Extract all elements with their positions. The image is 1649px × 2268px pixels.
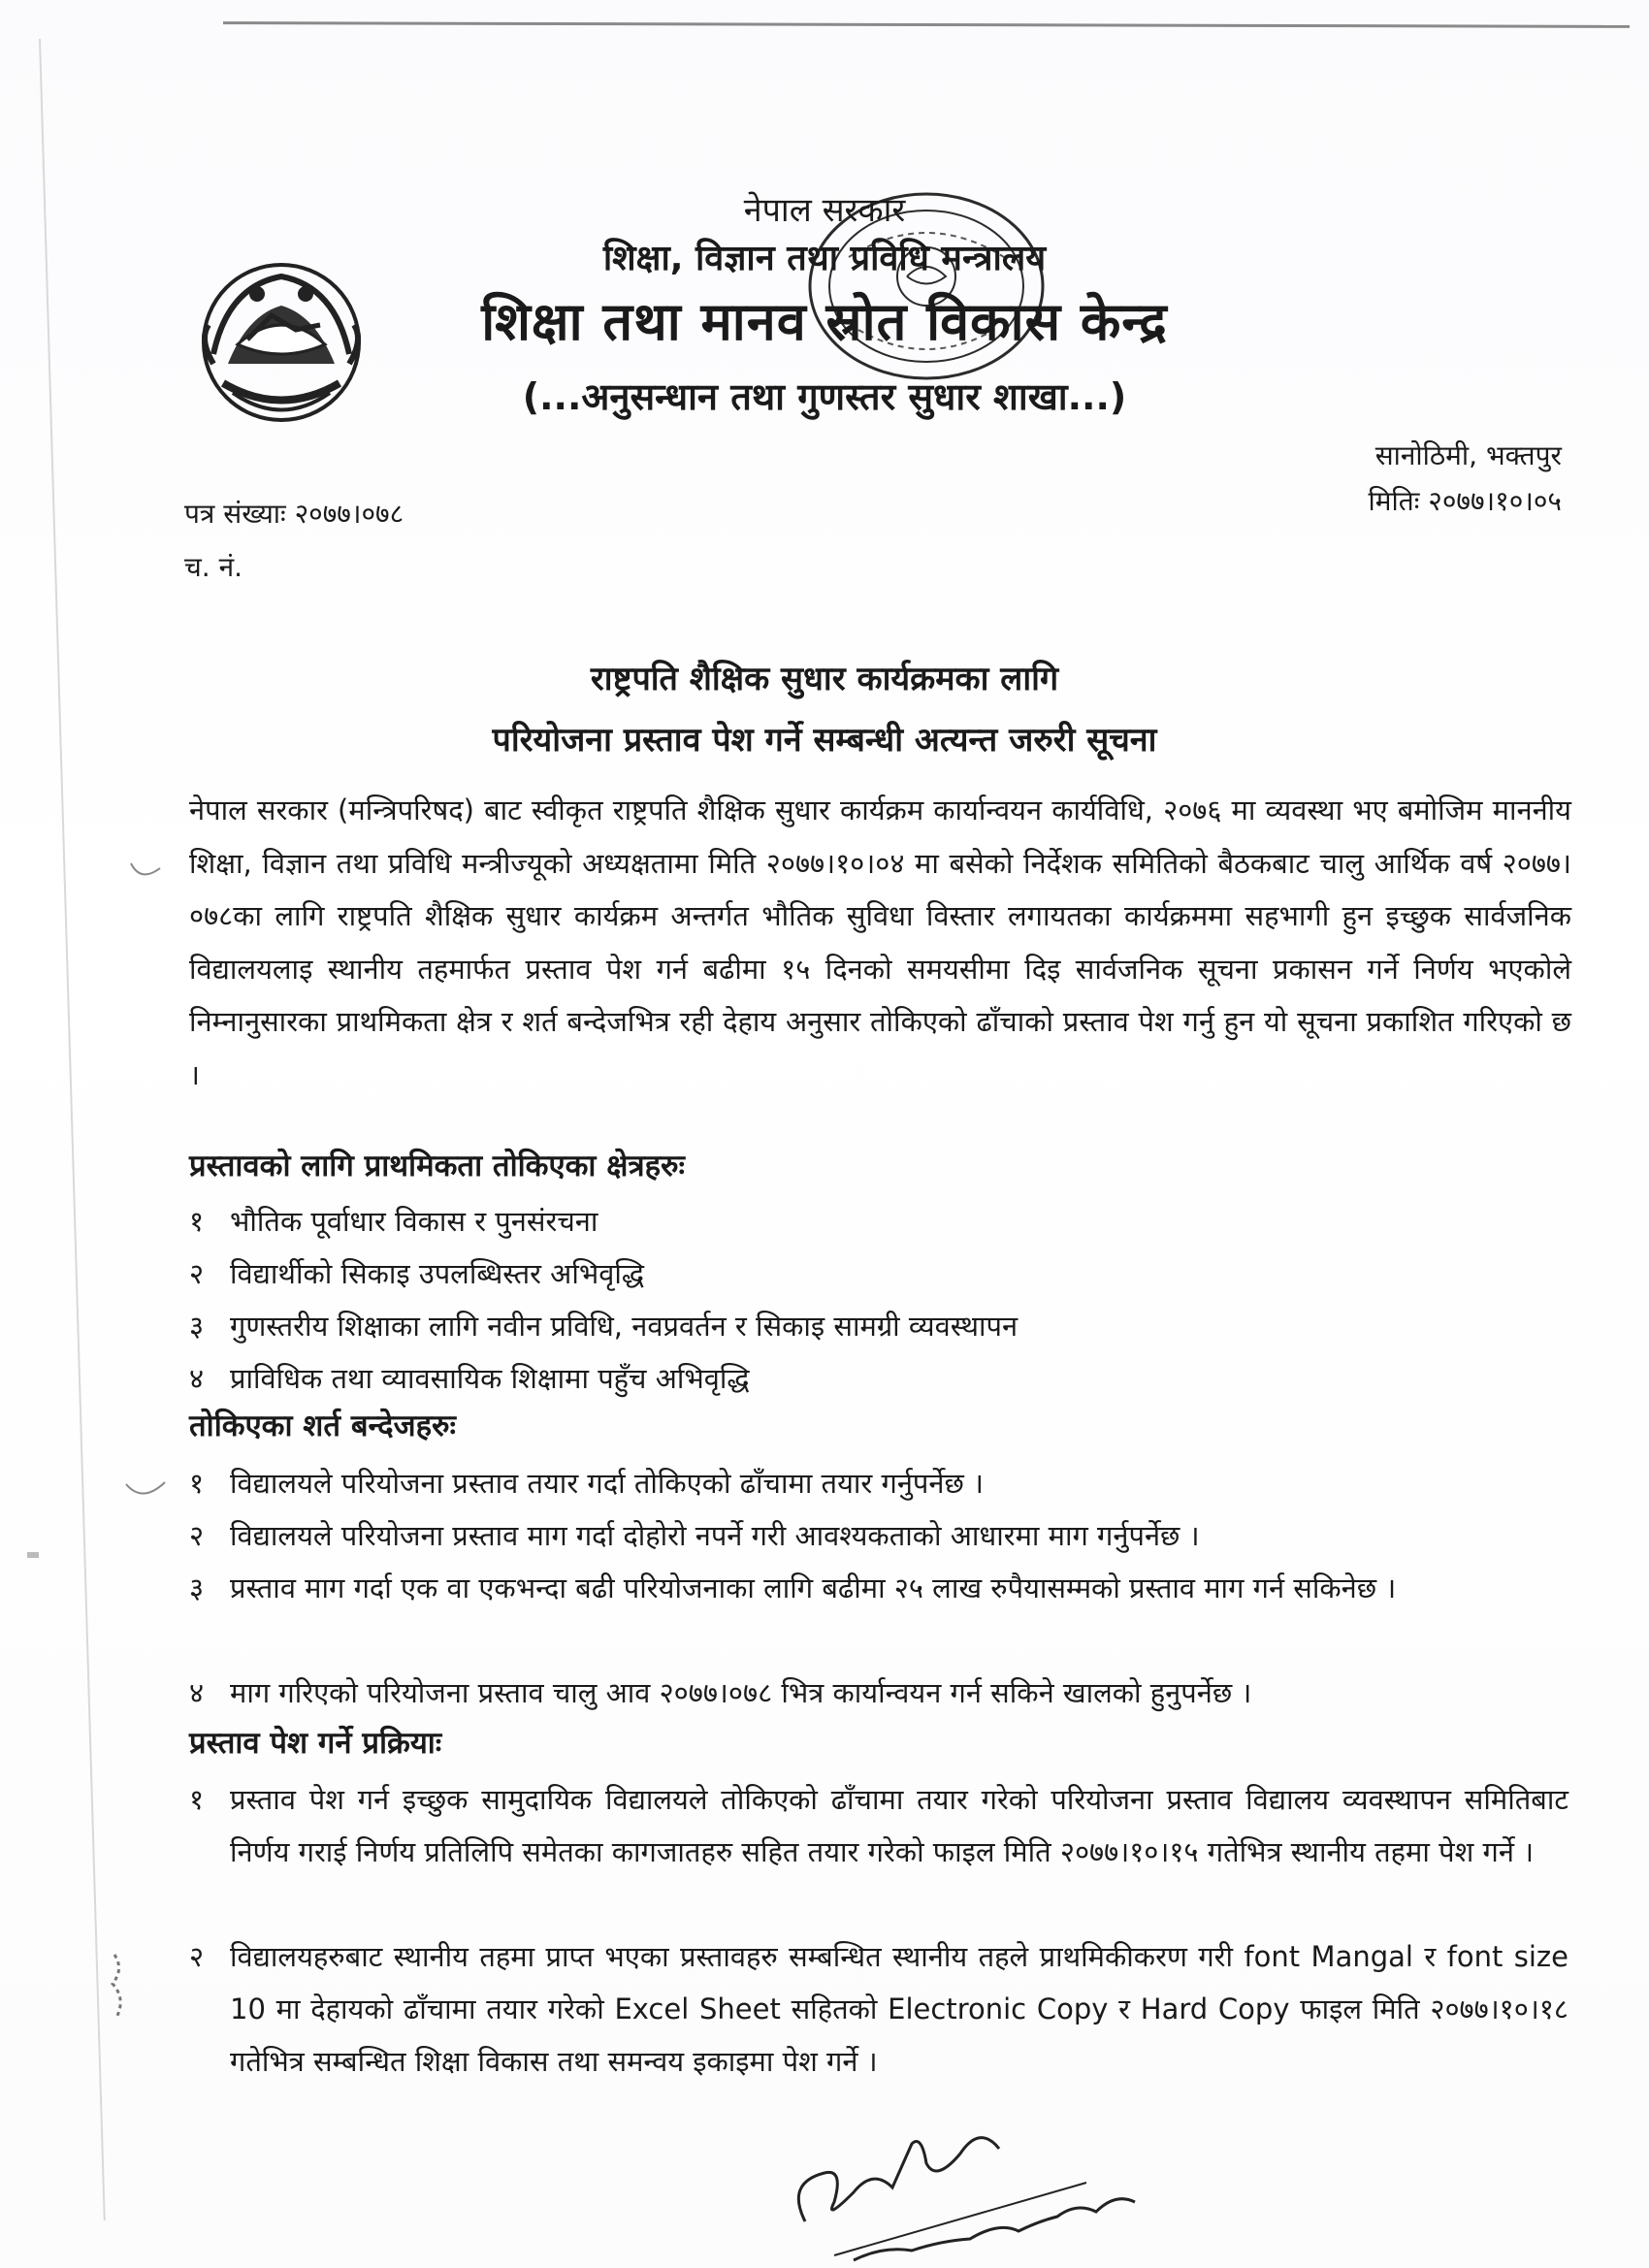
- scan-edge-left: [39, 39, 106, 2220]
- process-heading: प्रस्ताव पेश गर्ने प्रक्रियाः: [189, 1726, 442, 1761]
- list-item-number: २: [189, 1257, 205, 1290]
- handwritten-signature-icon: [766, 2076, 1174, 2268]
- list-item: [189, 1352, 1571, 1405]
- list-item: [189, 1667, 1571, 1719]
- conditions-heading: तोकिएका शर्त बन्देजहरुः: [189, 1409, 456, 1443]
- list-item-number: ४: [189, 1362, 205, 1395]
- list-item: [189, 1562, 1571, 1614]
- scan-speck: [27, 1552, 39, 1558]
- list-item-text: प्रस्ताव पेश गर्न इच्छुक सामुदायिक विद्यालयले तोकिएको ढाँचामा तयार गरेको परियोजना प्रस्ताव विद्यालय व्यवस्थापन समितिबाट निर्णय गराई निर्णय प्रतिलिपि समेतका कागजातहरु सहित तयार गरेको फाइल मिति २०७७।१०।१५ गतेभित्र स्थानीय तहमा पेश गर्ने ।: [230, 1783, 1568, 1868]
- list-item: [189, 1457, 1571, 1509]
- list-item: [189, 1300, 1571, 1352]
- list-item-number: १: [189, 1783, 205, 1816]
- header-government: नेपाल सरकार: [743, 191, 906, 230]
- header-office: शिक्षा तथा मानव स्रोत विकास केन्द्र: [481, 291, 1168, 352]
- notice-title-line2: परियोजना प्रस्ताव पेश गर्ने सम्बन्धी अत्यन्त जरुरी सूचना: [492, 721, 1157, 760]
- letter-date: मितिः २०७७।१०।०५: [1368, 485, 1562, 517]
- notice-body: नेपाल सरकार (मन्त्रिपरिषद) बाट स्वीकृत राष्ट्रपति शैक्षिक सुधार कार्यक्रम कार्यान्वयन कार्यविधि, २०७६ मा व्यवस्था भए बमोजिम माननीय शिक्षा, विज्ञान तथा प्रविधि मन्त्रीज्यूको अध्यक्षतामा मिति २०७७।१०।०४ मा बसेको निर्देशक समितिको बैठकबाट चालु आर्थिक वर्ष २०७७।०७८का लागि राष्ट्रपति शैक्षिक सुधार कार्यक्रम अन्तर्गत भौतिक सुविधा विस्तार लगायतका कार्यक्रममा सहभागी हुन इच्छुक सार्वजनिक विद्यालयलाइ स्थानीय तहमार्फत प्रस्ताव पेश गर्न बढीमा १५ दिनको समयसीमा दिइ सार्वजनिक सूचना प्रकासन गर्ने निर्णय भएकोले निम्नानुसारका प्राथमिकता क्षेत्र र शर्त बन्देजभित्र रही देहाय अनुसार तोकिएको ढाँचाको प्रस्ताव पेश गर्नु हुन यो सूचना प्रकाशित गरिएको छ ।: [189, 794, 1571, 1091]
- list-item-number: ४: [189, 1676, 205, 1709]
- list-item: [189, 1773, 1571, 1878]
- office-location: सानोठिमी, भक्तपुर: [1374, 439, 1562, 471]
- pen-tick-mark-icon: [121, 1473, 170, 1502]
- list-item-number: २: [189, 1940, 205, 1973]
- list-item-number: १: [189, 1205, 205, 1238]
- list-item-text: विद्यालयहरुबाट स्थानीय तहमा प्राप्त भएका प्रस्तावहरु सम्बन्धित स्थानीय तहले प्राथमिकीकरण गरी font Mangal र font size 10 मा देहायको ढाँचामा तयार गरेको Excel Sheet सहितको Electronic Copy र Hard Copy फाइल मिति २०७७।१०।१८ गतेभित्र सम्बन्धित शिक्षा विकास तथा समन्वय इकाइमा पेश गर्ने ।: [230, 1940, 1568, 2078]
- list-item-number: २: [189, 1519, 205, 1552]
- notice-title-line1: राष्ट्रपति शैक्षिक सुधार कार्यक्रमका लागि: [590, 660, 1059, 698]
- list-item-number: ३: [189, 1310, 205, 1343]
- scan-edge-top: [223, 21, 1630, 28]
- list-item-number: ३: [189, 1571, 205, 1604]
- list-item: [189, 1195, 1571, 1247]
- list-item: [189, 1509, 1571, 1562]
- ink-smudge-icon: [105, 1950, 134, 2027]
- header-ministry: शिक्षा, विज्ञान तथा प्रविधि मन्त्रालय: [602, 239, 1047, 278]
- list-item-text: विद्यालयले परियोजना प्रस्ताव माग गर्दा दोहोरो नपर्ने गरी आवश्यकताको आधारमा माग गर्नुपर्नेछ ।: [230, 1519, 1200, 1552]
- pen-tick-mark-icon: [126, 854, 165, 883]
- list-item-text: प्राविधिक तथा व्यावसायिक शिक्षामा पहुँच अभिवृद्धि: [230, 1362, 750, 1395]
- list-item-text: विद्यार्थीको सिकाइ उपलब्धिस्तर अभिवृद्धि: [230, 1257, 645, 1290]
- letter-number: पत्र संख्याः २०७७।०७८: [184, 498, 404, 530]
- header-section: (...अनुसन्धान तथा गुणस्तर सुधार शाखा...): [522, 375, 1127, 418]
- list-item-text: गुणस्तरीय शिक्षाका लागि नवीन प्रविधि, नवप्रवर्तन र सिकाइ सामग्री व्यवस्थापन: [230, 1310, 1018, 1343]
- list-item: [189, 1247, 1571, 1300]
- list-item-number: १: [189, 1467, 205, 1500]
- list-item-text: प्रस्ताव माग गर्दा एक वा एकभन्दा बढी परियोजनाका लागि बढीमा २५ लाख रुपैयासम्मको प्रस्ताव माग गर्न सकिनेछ ।: [230, 1571, 1397, 1604]
- dispatch-number: च. नं.: [184, 551, 243, 583]
- priority-heading: प्रस्तावको लागि प्राथमिकता तोकिएका क्षेत्रहरुः: [189, 1149, 685, 1183]
- list-item-text: भौतिक पूर्वाधार विकास र पुनसंरचना: [230, 1205, 598, 1238]
- list-item: [189, 1930, 1571, 2088]
- list-item-text: विद्यालयले परियोजना प्रस्ताव तयार गर्दा तोकिएको ढाँचामा तयार गर्नुपर्नेछ ।: [230, 1467, 985, 1500]
- list-item-text: माग गरिएको परियोजना प्रस्ताव चालु आव २०७७।०७८ भित्र कार्यान्वयन गर्न सकिने खालको हुनुपर्नेछ ।: [230, 1676, 1252, 1709]
